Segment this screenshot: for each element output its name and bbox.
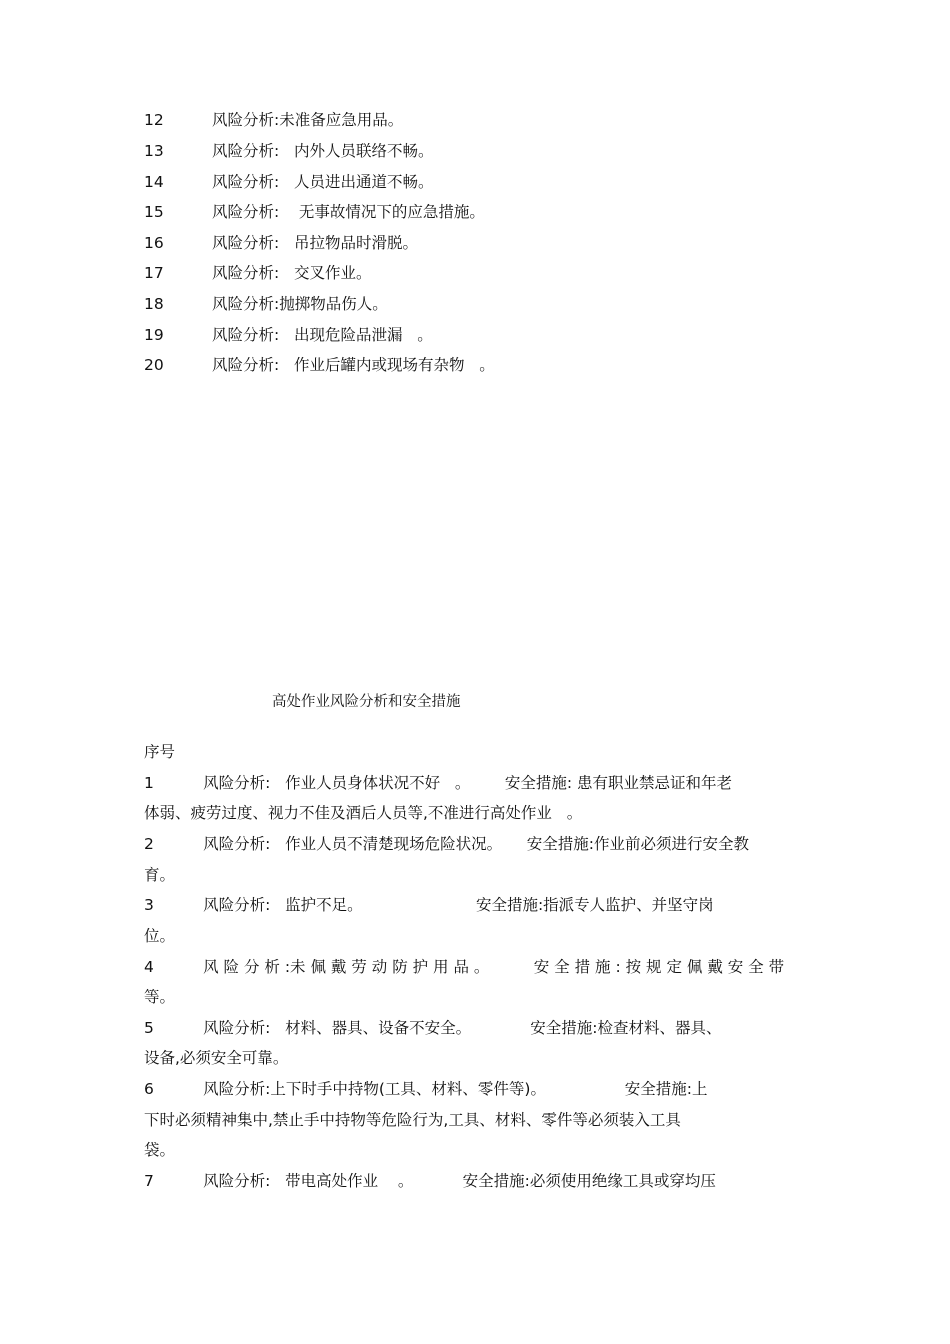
list-item-number: 14: [144, 173, 164, 191]
list-item-text: 风险分析: 出现危险品泄漏 。: [212, 326, 433, 344]
body-line: 7 风险分析: 带电高处作业 。 安全措施:必须使用绝缘工具或穿均压: [144, 1172, 716, 1190]
body-line: 6 风险分析:上下时手中持物(工具、材料、零件等)。 安全措施:上: [144, 1080, 708, 1098]
list-item-number: 15: [144, 203, 164, 221]
list-item-text: 风险分析: 内外人员联络不畅。: [212, 142, 434, 160]
list-item-text: 风险分析: 交叉作业。: [212, 264, 372, 282]
body-line: 3 风险分析: 监护不足。 安全措施:指派专人监护、并坚守岗: [144, 896, 714, 914]
body-line: 体弱、疲劳过度、视力不佳及酒后人员等,不准进行高处作业 。: [144, 804, 583, 822]
list-item-number: 16: [144, 234, 164, 252]
body-line: 5 风险分析: 材料、器具、设备不安全。 安全措施:检查材料、器具、: [144, 1019, 722, 1037]
body-line: 育。: [144, 866, 176, 884]
body-line: 等。: [144, 988, 176, 1006]
list-item-number: 17: [144, 264, 164, 282]
list-item-text: 风险分析:未准备应急用品。: [212, 111, 404, 129]
body-line: 2 风险分析: 作业人员不清楚现场危险状况。 安全措施:作业前必须进行安全教: [144, 835, 749, 853]
list-item-text: 风险分析: 作业后罐内或现场有杂物 。: [212, 356, 495, 374]
list-item-number: 18: [144, 295, 164, 313]
list-item-number: 12: [144, 111, 164, 129]
body-line: 4 风 险 分 析 :未 佩 戴 劳 动 防 护 用 品 。 安 全 措 施 : 按 规 定 佩 戴 安 全 带: [144, 958, 785, 976]
list-item-text: 风险分析: 无事故情况下的应急措施。: [212, 203, 485, 221]
list-item-text: 风险分析:抛掷物品伤人。: [212, 295, 388, 313]
list-item-number: 13: [144, 142, 164, 160]
body-line: 设备,必须安全可靠。: [144, 1049, 289, 1067]
body-line: 下时必须精神集中,禁止手中持物等危险行为,工具、材料、零件等必须装入工具: [144, 1111, 681, 1129]
section-title: 高处作业风险分析和安全措施: [272, 694, 461, 710]
column-header-serial: 序号: [144, 743, 176, 761]
body-line: 袋。: [144, 1141, 176, 1159]
body-line: 1 风险分析: 作业人员身体状况不好 。 安全措施: 患有职业禁忌证和年老: [144, 774, 733, 792]
list-item-text: 风险分析: 吊拉物品时滑脱。: [212, 234, 419, 252]
list-item-number: 19: [144, 326, 164, 344]
list-item-number: 20: [144, 356, 164, 374]
body-line: 位。: [144, 927, 176, 945]
list-item-text: 风险分析: 人员进出通道不畅。: [212, 173, 434, 191]
